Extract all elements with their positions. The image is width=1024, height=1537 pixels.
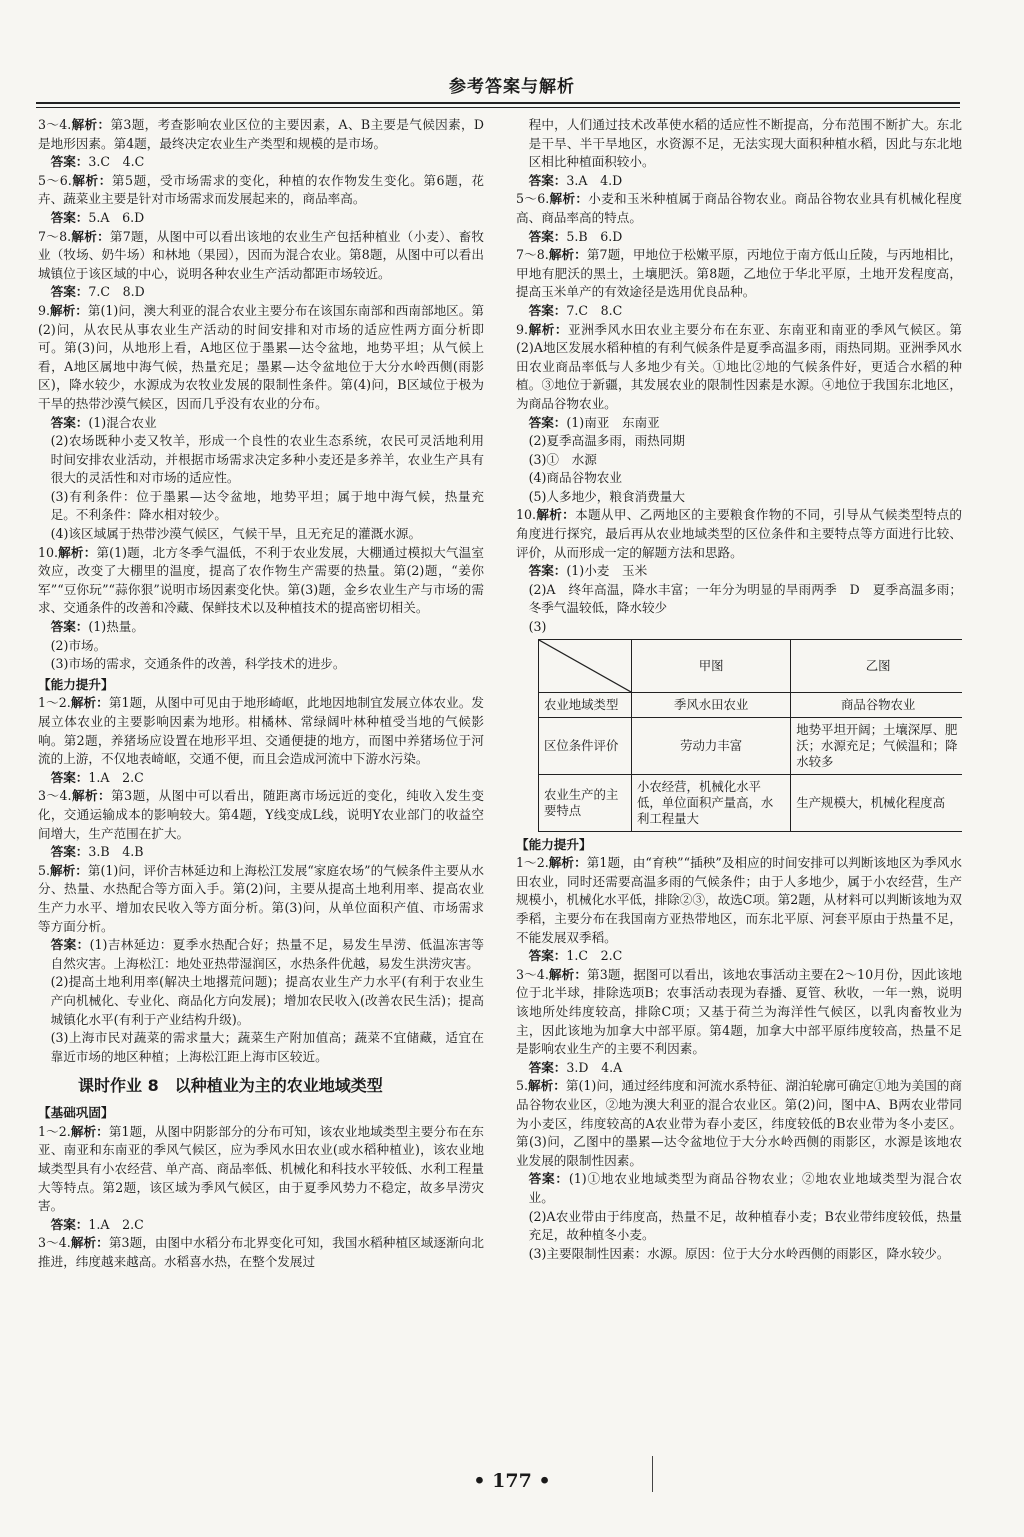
answer-paragraph [38,694,484,768]
analysis-label: 解析 [548,966,575,982]
answer-text: 5.B 6.D [566,228,623,244]
table-cell: 地势平坦开阔；土壤深厚、肥沃；水源充足；气候温和；降水较多 [791,717,962,774]
answer-label: 答案 [50,209,76,225]
answer-paragraph [38,209,484,228]
section-label: 【能力提升】 [516,836,592,852]
diagonal-line [539,640,631,692]
question-number: 1～2. [516,855,549,871]
right-answer-list-2 [516,836,962,1264]
label-colon: ： [553,228,567,244]
table-row-label: 农业地域类型 [539,692,632,717]
answer-text: (2)A 终年高温，降水丰富；一年分为明显的旱雨两季 D 夏季高温多雨；冬季气温较低，降水较少 [528,581,962,616]
question-number: 5～6. [516,191,550,207]
analysis-label: 解析 [58,544,84,560]
answer-paragraph [38,302,484,414]
answer-label: 答案 [50,769,76,785]
answer-text: 程中，人们通过技术改革使水稻的适应性不断提高，分布范围不断扩大。东北是干旱、半干旱地区，水资源不足，无法实现大面积种植水稻，因此与东北地区相比种植面积较小。 [528,117,962,170]
answer-paragraph [38,1216,484,1235]
answer-text: 第(1)问，澳大利亚的混合农业主要分布在该国东南部和西南部地区。第(2)问，从农民从事农业生产活动的时间安排和对市场的适应性两方面分析即可。第(3)问，从地形上看，A地区位于墨累—达令盆地，地势平坦；从气候上看，A地区属地中海气候，热量充足；墨累—达令盆地位于大分水岭西侧(雨影区)，降水较少，水源成为农牧业发展的限制性条件。第(4)问，B区域位于极为干旱的热带沙漠气候区，因而几乎没有农业的分布。 [38,302,484,411]
label-colon: ： [553,563,567,579]
answer-text: 第3题，考查影响农业区位的主要因素，A、B主要是气候因素，D是地形因素。第4题，最终决定农业生产类型和规模的是市场。 [38,117,484,151]
answer-text: 第3题，据图可以看出，该地农事活动主要在2～10月份，因此该地位于北半球，排除选项B；农事活动表现为春播、夏管、秋收，一年一熟，说明该地所处纬度较高，排除C项；又基于荷兰为海洋性气候区，以乳肉畜牧业为主，因此该地为加拿大中部平原。第4题，加拿大中部平原纬度较高，热量不足是影响农业生产的主要不利因素。 [516,966,962,1057]
answer-paragraph [516,947,962,966]
answer-paragraph [516,1170,962,1207]
left-column [38,116,484,1466]
table-cell: 小农经营，机械化水平低，单位面积产量高，水利工程量大 [632,774,791,831]
answer-label: 答案 [528,1059,554,1075]
analysis-label: 解析 [548,247,575,263]
answer-text: (1)热量。 [88,619,144,635]
table-cell: 商品谷物农业 [791,692,962,717]
analysis-label: 解析 [548,855,575,871]
answer-paragraph [38,172,484,209]
answer-paragraph [516,190,962,227]
label-colon: ： [97,228,110,244]
answer-paragraph [516,966,962,1059]
answer-text: 第3题，从图中可以看出，随距离市场远近的变化，纯收入发生变化，交通运输成本的影响较大。第4题，Y线变成L线，说明Y农业部门的收益空间增大，生产范围在扩大。 [38,788,484,841]
label-colon: ： [75,414,89,430]
answer-label: 答案 [50,284,76,300]
answer-text: (5)人多地少，粮食消费量大 [528,488,685,504]
answer-label: 答案 [50,414,76,430]
answer-text: (1)①地农业地域类型为商品谷物农业；②地农业地域类型为混合农业。 [528,1171,962,1205]
answer-paragraph [516,1059,962,1078]
question-number: 9. [38,302,51,318]
answer-text: 第7题，甲地位于松嫩平原，丙地位于南方低山丘陵，与丙地相比，甲地有肥沃的黑土，土壤肥沃。第8题，乙地位于华北平原，土地开发程度高，提高玉米单产的有效途径是选用优良品种。 [516,247,962,300]
answer-paragraph [516,1245,962,1264]
answer-paragraph [516,1077,962,1170]
answer-text: 1.A 2.C [88,769,144,785]
label-colon: ： [75,302,88,318]
question-number: 5～6. [38,172,72,188]
label-colon: ： [574,966,588,982]
analysis-label: 解析 [70,695,97,711]
label-colon: ： [553,172,567,188]
answer-text: 第5题，受市场需求的变化，种植的农作物发生变化。第6题，花卉、蔬菜业主要是针对市场需求而发展起来的，商品率高。 [38,172,484,207]
page-header: 参考答案与解析 [449,77,575,97]
label-colon: ： [562,507,576,523]
answer-paragraph [38,769,484,788]
answer-paragraph [38,1029,484,1066]
question-number: 10. [516,507,537,523]
label-colon: ： [76,937,90,953]
answer-text: 第1题，从图中可见由于地形崎岖，此地因地制宜发展立体农业。发展立体农业的主要影响因素为地形。柑橘林、常绿阔叶林种植受当地的气候影响。第2题，养猪场应设置在地形平坦、交通便捷的地方，而图中养猪场位于河流的上游，不仅地表崎岖，交通不便，而且会造成河流中下游水污染。 [38,695,484,767]
question-number: 5. [38,862,51,878]
answer-text: 第3题，由图中水稻分布北界变化可知，我国水稻种植区域逐渐向北推进，纬度越来越高。水稻喜水热，在整个发展过 [38,1235,484,1270]
answer-paragraph [38,414,484,433]
analysis-label: 解析 [536,507,563,523]
answer-text: 本题从甲、乙两地区的主要粮食作物的不同，引导从气候类型特点的角度进行探究，最后再从农业地域类型的区位条件和主要特点等方面进行比较、评价，从而形成一定的解题方法和思路。 [516,507,962,560]
analysis-label: 解析 [528,1078,554,1094]
table-row-label: 农业生产的主要特点 [539,774,632,831]
answer-paragraph [516,581,962,618]
answer-paragraph [38,153,484,172]
label-colon: ： [75,862,88,878]
answer-text: 7.C 8.D [88,284,145,300]
label-colon: ： [96,695,109,711]
answer-paragraph [516,246,962,302]
section-heading [38,1104,484,1123]
answer-text: 第1题，从图中阴影部分的分布可知，该农业地域类型主要分布在东亚、南亚和东南亚的季风气候区，应为季风水田农业(或水稻种植业)，该农业地域类型具有小农经营、单产高、商品率低、机械化和科技水平较低、水利工程量大等特点。第2题，该区域为季风气候区，由于夏季风势力不稳定，故多旱涝灾害。 [38,1123,484,1214]
label-colon: ： [574,247,587,263]
answer-paragraph [516,506,962,562]
label-colon: ： [96,1235,109,1251]
answer-label: 答案 [528,172,554,188]
answer-label: 答案 [50,619,76,635]
answer-label: 答案 [528,948,554,964]
left-answer-list-2 [38,1104,484,1271]
answer-label: 答案 [528,1171,556,1187]
answer-text: 3.A 4.D [566,172,623,188]
answer-text: (1)南亚 东南亚 [566,414,660,430]
answer-paragraph [38,283,484,302]
label-colon: ： [83,544,97,560]
question-number: 7～8. [516,247,549,263]
comparison-table [538,639,962,832]
label-colon: ： [553,302,567,318]
label-colon: ： [75,619,89,635]
label-colon: ： [553,948,567,964]
answer-text: (3)① 水源 [528,451,597,467]
answer-paragraph [38,655,484,674]
answer-paragraph [38,432,484,488]
analysis-label: 解析 [50,862,76,878]
right-answer-list [516,116,962,637]
answer-paragraph [516,488,962,507]
answer-text: 亚洲季风水田农业主要分布在东亚、东南亚和南亚的季风气候区。第(2)A地区发展水稻种植的有利气候条件是夏季高温多雨，雨热同期。亚洲季风水田农业商品率低与人多地少有关。①地比②地的气候条件好，更适合水稻的种植。③地位于新疆，其发展农业的限制性因素是水源。④地位于我国东北地区，为商品谷物农业。 [516,321,962,411]
answer-paragraph [38,228,484,284]
analysis-label: 解析 [71,117,98,132]
answer-paragraph [38,973,484,1029]
answer-text: (4)该区域属于热带沙漠气候区，气候干旱，且无充足的灌溉水源。 [50,526,422,542]
label-colon: ： [554,321,569,337]
answer-paragraph [38,843,484,862]
question-number: 10. [38,544,59,560]
answer-paragraph [38,936,484,973]
answer-text: (2)市场。 [50,637,107,653]
label-colon: ： [96,1123,109,1139]
answer-paragraph [516,618,962,637]
label-colon: ： [575,191,589,207]
section-heading [38,676,484,695]
answer-paragraph [516,228,962,247]
answer-text: (2)提高土地利用率(解决土地撂荒问题)；提高农业生产力水平(有利于农业生产向机械化、专业化、商品化方向发展)；增加农民收入(改善农民生活)；提高城镇化水平(有利于产业结构升级)。 [50,974,484,1027]
answer-label: 答案 [528,228,554,244]
question-number: 3～4. [38,788,72,804]
label-colon: ： [75,1216,89,1232]
answer-label: 答案 [50,154,76,170]
page-number: • 177 • [473,1470,551,1492]
answer-label: 答案 [528,414,554,430]
answer-text: 第(1)问，通过经纬度和河流水系特征、湖泊轮廓可确定①地为美国的商品谷物农业区，②地为澳大利亚的混合农业区。第(2)问，图中A、B两农业带同为小麦区，纬度较高的A农业带为春小麦区，纬度较低的B农业带为冬小麦区。第(3)问，乙图中的墨累—达令盆地位于大分水岭西侧的雨影区，水源是该地农业发展的限制性因素。 [516,1078,962,1168]
table-cell: 劳动力丰富 [632,717,791,774]
header-rule [36,102,960,104]
analysis-label: 解析 [528,321,555,337]
question-number: 3～4. [38,117,72,132]
question-number: 1～2. [38,695,71,711]
answer-label: 答案 [50,937,77,953]
answer-paragraph [516,116,962,172]
analysis-label: 解析 [549,191,576,207]
answer-paragraph [516,854,962,947]
answer-paragraph [516,562,962,581]
answer-text: 3.C 4.C [88,154,145,170]
answer-text: (4)商品谷物农业 [528,470,622,486]
answer-paragraph [38,618,484,637]
question-number: 1～2. [38,1123,71,1139]
label-colon: ： [553,1059,567,1075]
answer-paragraph [516,414,962,433]
answer-text: 1.C 2.C [566,948,623,964]
section-label: 【基础巩固】 [38,1105,114,1121]
table-row [539,717,963,774]
answer-text: 第(1)题，北方冬季气温低，不利于农业发展，大棚通过模拟大气温室效应，改变了大棚里的温度，提高了农作物生产需要的热量。第(2)题，“姜你军”“豆你玩”“蒜你狠”说明市场因素变化快。第(3)题，金乡农业生产与市场的需求、交通条件的改善和冷藏、保鲜技术以及种植技术的提高密切相关。 [38,544,484,616]
answer-text: (2)农场既种小麦又牧羊，形成一个良性的农业生态系统，农民可灵活地利用时间安排农业活动，并根据市场需求决定多种小麦还是多养羊，农业生产具有很大的灵活性和对市场的适应性。 [50,433,484,486]
answer-text: 3.B 4.B [88,844,144,860]
header-rule-thin [36,107,960,108]
table-row-label: 区位条件评价 [539,717,632,774]
left-answer-list [38,116,484,1066]
answer-text: (3)市场的需求，交通条件的改善，科学技术的进步。 [50,656,346,672]
table-header-cell: 甲图 [632,639,791,692]
label-colon: ： [553,1078,566,1094]
answer-paragraph [38,488,484,525]
answer-paragraph [38,116,484,153]
analysis-label: 解析 [71,788,99,804]
section-heading [516,836,962,855]
answer-label: 答案 [528,563,554,579]
answer-text: 第1题，由“育秧”“插秧”及相应的时间安排可以判断该地区为季风水田农业，同时还需要高温多雨的气候条件；由于人多地少，属于小农经营，生产规模小，机械化水平低，排除②③，故选C项。第2题，从材料可以判断该地为双季稻，主要分布在我国南方亚热带地区，而东北平原、河套平原由于热量不足，不能发展双季稻。 [516,855,962,945]
answer-paragraph [38,862,484,936]
analysis-label: 解析 [70,1123,97,1139]
label-colon: ： [97,117,111,132]
answer-label: 答案 [528,302,554,318]
answer-text: (3)上海市民对蔬菜的需求量大；蔬菜生产附加值高；蔬菜不宜储藏，适宜在靠近市场的地区种植；上海松江距上海市区较近。 [50,1030,484,1064]
analysis-label: 解析 [71,228,98,244]
label-colon: ： [75,284,89,300]
answer-paragraph [38,1234,484,1271]
answer-paragraph [516,1208,962,1245]
label-colon: ： [75,769,89,785]
table-cell: 生产规模大，机械化程度高 [791,774,962,831]
analysis-label: 解析 [70,1235,97,1251]
answer-paragraph [516,469,962,488]
label-colon: ： [553,414,567,430]
answer-text: 5.A 6.D [88,209,145,225]
label-colon: ： [574,855,587,871]
answer-paragraph [516,321,962,414]
answer-text: 1.A 2.C [88,1216,144,1232]
right-column [516,116,962,1480]
label-colon: ： [98,172,112,188]
answer-paragraph [516,451,962,470]
answer-text: (1)吉林延边：夏季水热配合好；热量不足，易发生旱涝、低温冻害等自然灾害。上海松江：地处亚热带湿润区，水热条件优越，易发生洪涝灾害。 [50,937,484,971]
label-colon: ： [75,209,89,225]
table-header-row [539,639,963,692]
answer-label: 答案 [50,1216,76,1232]
answer-paragraph [38,1123,484,1216]
answer-text: 小麦和玉米种植属于商品谷物农业。商品谷物农业具有机械化程度高、商品率高的特点。 [516,191,962,225]
answer-text: (1)混合农业 [88,414,157,430]
answer-label: 答案 [50,844,76,860]
label-colon: ： [555,1171,569,1187]
answer-text: 7.C 8.C [566,302,623,318]
table-row [539,692,963,717]
table-row [539,774,963,831]
question-number: 3～4. [38,1235,71,1251]
answer-paragraph [516,432,962,451]
question-number: 3～4. [516,966,549,982]
answer-text: (2)A农业带由于纬度高，热量不足，故种植春小麦；B农业带纬度较低，热量充足，故种植冬小麦。 [528,1208,962,1243]
label-colon: ： [98,788,112,804]
question-number: 5. [516,1078,529,1094]
answer-text: 3.D 4.A [566,1059,623,1075]
analysis-label: 解析 [50,302,76,318]
answer-paragraph [516,172,962,191]
answer-text: (3)有利条件：位于墨累—达令盆地，地势平坦；属于地中海气候，热量充足。不利条件：降水相对较少。 [50,488,484,523]
answer-paragraph [38,544,484,618]
section-label: 【能力提升】 [38,676,114,692]
answer-text: (1)小麦 玉米 [566,563,648,579]
table-header-cell: 乙图 [791,639,962,692]
lesson-title: 课时作业 8 以种植业为主的农业地域类型 [78,1076,383,1096]
answer-text: 第7题，从图中可以看出该地的农业生产包括种植业（小麦）、畜牧业（牧场、奶牛场）和林地（果园），因而为混合农业。第8题，从图中可以看出城镇位于该区域的中心，说明各种农业生产活动都距市场较近。 [38,228,484,281]
question-number: 9. [516,321,529,337]
answer-text: (3)主要限制性因素：水源。原因：位于大分水岭西侧的雨影区，降水较少。 [528,1245,950,1261]
answer-paragraph [38,525,484,544]
table-cell: 季风水田农业 [632,692,791,717]
table-corner-cell [539,639,632,692]
answer-text: (2)夏季高温多雨，雨热同期 [528,433,685,449]
analysis-label: 解析 [71,172,99,188]
answer-text: 第(1)问，评价吉林延边和上海松江发展“家庭农场”的气候条件主要从水分、热量、水热配合等方面入手。第(2)问，主要从提高土地利用率、提高农业生产力水平、增加农民收入等方面分析。第(3)问，从单位面积产值、市场需求等方面分析。 [38,862,484,934]
answer-paragraph [38,637,484,656]
label-colon: ： [75,844,89,860]
answer-paragraph [516,302,962,321]
answer-text: (3) [528,619,547,635]
answer-paragraph [38,787,484,843]
question-number: 7～8. [38,228,72,244]
label-colon: ： [75,154,89,170]
